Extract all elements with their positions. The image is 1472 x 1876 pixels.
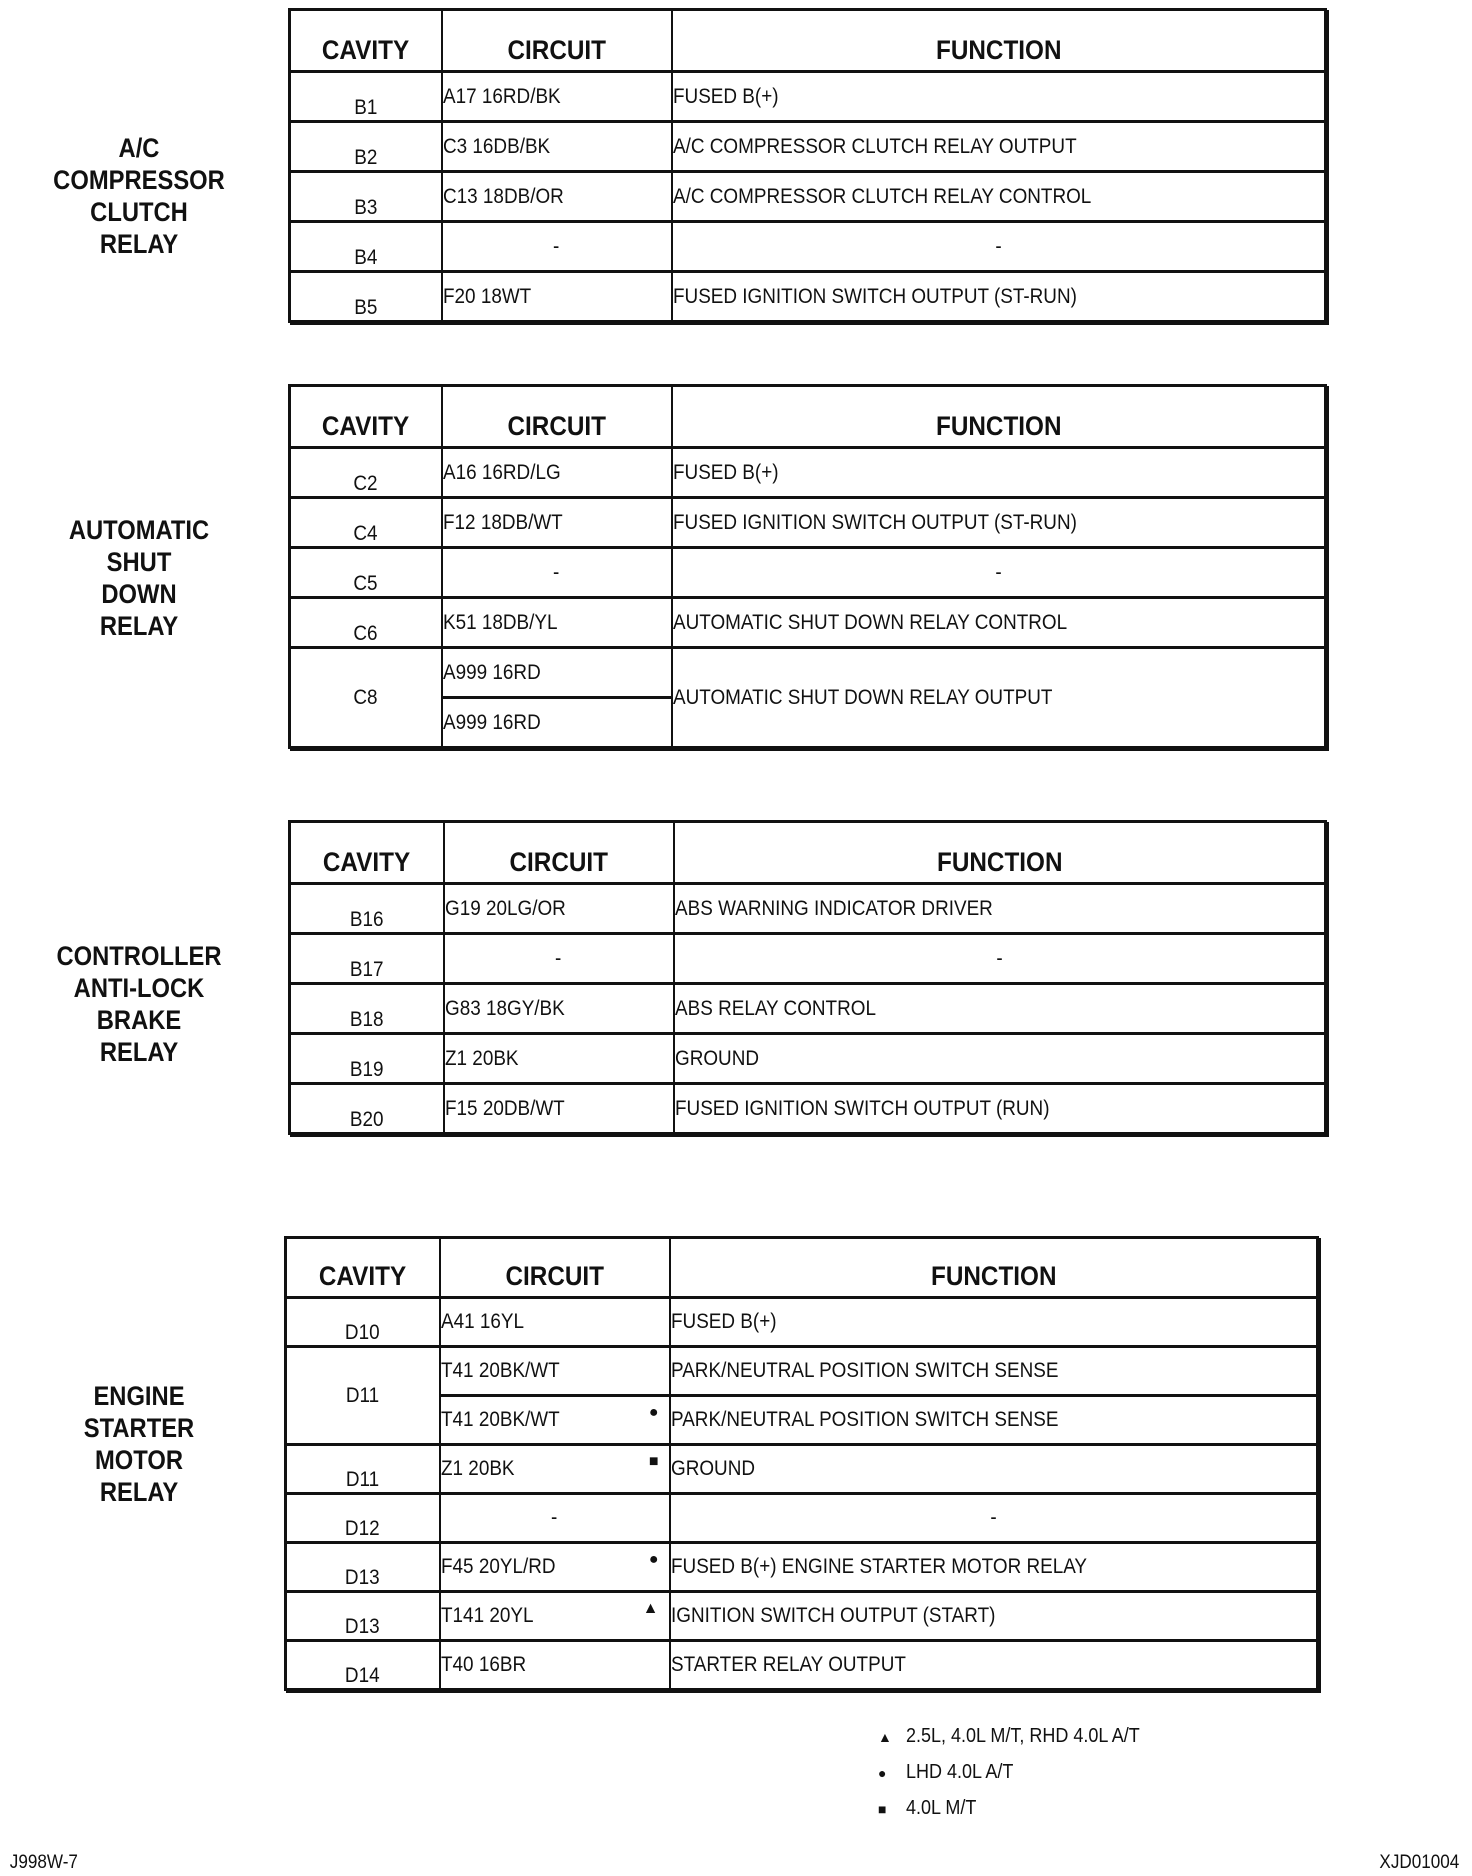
circuit-cell: T141 20YL ▲ (440, 1592, 670, 1641)
function-cell: PARK/NEUTRAL POSITION SWITCH SENSE (670, 1396, 1318, 1445)
table-row (290, 934, 1326, 984)
cavity-cell: C8 (290, 648, 442, 748)
cavity-cell: B19 (290, 1034, 444, 1084)
table-header-row (286, 1238, 1318, 1298)
relay-label-controller-anti-lock-brake: CONTROLLER ANTI-LOCK BRAKE RELAY (56, 941, 222, 1067)
function-header: FUNCTION (674, 822, 1326, 884)
cavity-cell: B1 (290, 72, 442, 122)
circuit-cell: Z1 20BK (444, 1034, 674, 1084)
function-cell: A/C COMPRESSOR CLUTCH RELAY CONTROL (672, 172, 1326, 222)
legend (878, 1718, 1165, 1826)
table-row (286, 1543, 1318, 1592)
legend-item: ● LHD 4.0L A/T (878, 1754, 1165, 1790)
cavity-cell: B3 (290, 172, 442, 222)
circuit-cell: T41 20BK/WT ● (440, 1396, 670, 1445)
circuit-cell: - (440, 1494, 670, 1543)
function-cell: FUSED B(+) (670, 1298, 1318, 1347)
function-cell: ABS RELAY CONTROL (674, 984, 1326, 1034)
square-icon: ■ (878, 1800, 887, 1817)
function-cell: FUSED B(+) (672, 72, 1326, 122)
circuit-cell: Z1 20BK ■ (440, 1445, 670, 1494)
cavity-cell: B17 (290, 934, 444, 984)
function-cell: FUSED IGNITION SWITCH OUTPUT (ST-RUN) (672, 498, 1326, 548)
cavity-cell: D13 (286, 1543, 440, 1592)
table-row (290, 1084, 1326, 1134)
cavity-cell: B20 (290, 1084, 444, 1134)
cavity-cell: D13 (286, 1592, 440, 1641)
cavity-header: CAVITY (290, 386, 442, 448)
table-row (290, 72, 1326, 122)
function-cell: AUTOMATIC SHUT DOWN RELAY OUTPUT (672, 648, 1326, 748)
cavity-header: CAVITY (290, 10, 442, 72)
circuit-cell: G83 18GY/BK (444, 984, 674, 1034)
circuit-cell: T41 20BK/WT (440, 1347, 670, 1396)
circuit-cell: - (442, 222, 672, 272)
relay-label-ac-compressor-clutch: A/C COMPRESSOR CLUTCH RELAY (53, 133, 225, 259)
table-row (290, 222, 1326, 272)
function-cell: FUSED B(+) (672, 448, 1326, 498)
circuit-header: CIRCUIT (440, 1238, 670, 1298)
cavity-cell: C6 (290, 598, 442, 648)
function-header: FUNCTION (670, 1238, 1318, 1298)
cavity-cell: B4 (290, 222, 442, 272)
circuit-header: CIRCUIT (442, 10, 672, 72)
table-row (290, 548, 1326, 598)
table-row (290, 648, 1326, 698)
circuit-cell: K51 18DB/YL (442, 598, 672, 648)
cavity-cell: C2 (290, 448, 442, 498)
pinout-table-controller-anti-lock-brake (288, 820, 1327, 1135)
table-row (286, 1445, 1318, 1494)
circuit-cell: C13 18DB/OR (442, 172, 672, 222)
table-row (290, 1034, 1326, 1084)
cavity-cell: C4 (290, 498, 442, 548)
function-cell: GROUND (670, 1445, 1318, 1494)
function-cell: FUSED IGNITION SWITCH OUTPUT (ST-RUN) (672, 272, 1326, 322)
cavity-header: CAVITY (286, 1238, 440, 1298)
cavity-cell: D10 (286, 1298, 440, 1347)
triangle-icon: ▲ (878, 1728, 892, 1745)
cavity-cell: C5 (290, 548, 442, 598)
table-row (290, 984, 1326, 1034)
pinout-table-ac-compressor-clutch (288, 8, 1327, 323)
circuit-cell: F45 20YL/RD ● (440, 1543, 670, 1592)
circuit-cell: A16 16RD/LG (442, 448, 672, 498)
table-row (290, 448, 1326, 498)
circle-icon: ● (878, 1764, 887, 1781)
function-cell: - (670, 1494, 1318, 1543)
circuit-header: CIRCUIT (444, 822, 674, 884)
cavity-cell: B18 (290, 984, 444, 1034)
function-cell: IGNITION SWITCH OUTPUT (START) (670, 1592, 1318, 1641)
function-cell: AUTOMATIC SHUT DOWN RELAY CONTROL (672, 598, 1326, 648)
table-row (286, 1641, 1318, 1690)
table-header-row (290, 10, 1326, 72)
function-cell: - (672, 222, 1326, 272)
table-row (290, 122, 1326, 172)
function-cell: PARK/NEUTRAL POSITION SWITCH SENSE (670, 1347, 1318, 1396)
cavity-cell: D11 (286, 1347, 440, 1445)
circuit-cell: F15 20DB/WT (444, 1084, 674, 1134)
circle-marker-icon: ● (648, 1551, 659, 1568)
table-row (290, 598, 1326, 648)
function-cell: FUSED B(+) ENGINE STARTER MOTOR RELAY (670, 1543, 1318, 1592)
cavity-cell: B2 (290, 122, 442, 172)
circuit-cell: C3 16DB/BK (442, 122, 672, 172)
function-cell: ABS WARNING INDICATOR DRIVER (674, 884, 1326, 934)
table-row (286, 1298, 1318, 1347)
function-cell: - (674, 934, 1326, 984)
table-row (290, 172, 1326, 222)
footer-right-code: XJD01004 (1379, 1852, 1460, 1873)
function-cell: STARTER RELAY OUTPUT (670, 1641, 1318, 1690)
function-cell: A/C COMPRESSOR CLUTCH RELAY OUTPUT (672, 122, 1326, 172)
relay-label-automatic-shut-down: AUTOMATIC SHUT DOWN RELAY (68, 515, 210, 641)
cavity-cell: B16 (290, 884, 444, 934)
table-row (290, 272, 1326, 322)
circuit-cell: - (442, 548, 672, 598)
circuit-cell: T40 16BR (440, 1641, 670, 1690)
circuit-cell: F20 18WT (442, 272, 672, 322)
table-row (290, 884, 1326, 934)
circuit-header: CIRCUIT (442, 386, 672, 448)
function-cell: FUSED IGNITION SWITCH OUTPUT (RUN) (674, 1084, 1326, 1134)
table-row (286, 1494, 1318, 1543)
square-marker-icon: ■ (648, 1453, 659, 1470)
function-cell: - (672, 548, 1326, 598)
circuit-cell: - (444, 934, 674, 984)
footer-left-code: J998W-7 (9, 1852, 78, 1873)
cavity-cell: D11 (286, 1445, 440, 1494)
triangle-marker-icon: ▲ (642, 1600, 659, 1617)
pinout-table-engine-starter-motor (284, 1236, 1319, 1691)
circuit-cell: A999 16RD (442, 648, 672, 698)
cavity-cell: B5 (290, 272, 442, 322)
circuit-cell: A999 16RD (442, 698, 672, 748)
cavity-header: CAVITY (290, 822, 444, 884)
table-header-row (290, 822, 1326, 884)
circuit-cell: F12 18DB/WT (442, 498, 672, 548)
function-cell: GROUND (674, 1034, 1326, 1084)
legend-item: ■ 4.0L M/T (878, 1790, 1165, 1826)
cavity-cell: D12 (286, 1494, 440, 1543)
relay-label-engine-starter-motor: ENGINE STARTER MOTOR RELAY (83, 1381, 195, 1507)
table-header-row (290, 386, 1326, 448)
function-header: FUNCTION (672, 10, 1326, 72)
table-row (290, 498, 1326, 548)
legend-item: ▲ 2.5L, 4.0L M/T, RHD 4.0L A/T (878, 1718, 1165, 1754)
circuit-cell: A41 16YL (440, 1298, 670, 1347)
cavity-cell: D14 (286, 1641, 440, 1690)
circle-marker-icon: ● (648, 1404, 659, 1421)
table-row (286, 1396, 1318, 1445)
table-row (286, 1347, 1318, 1396)
pinout-table-automatic-shut-down (288, 384, 1327, 749)
function-header: FUNCTION (672, 386, 1326, 448)
circuit-cell: G19 20LG/OR (444, 884, 674, 934)
table-row (286, 1592, 1318, 1641)
circuit-cell: A17 16RD/BK (442, 72, 672, 122)
